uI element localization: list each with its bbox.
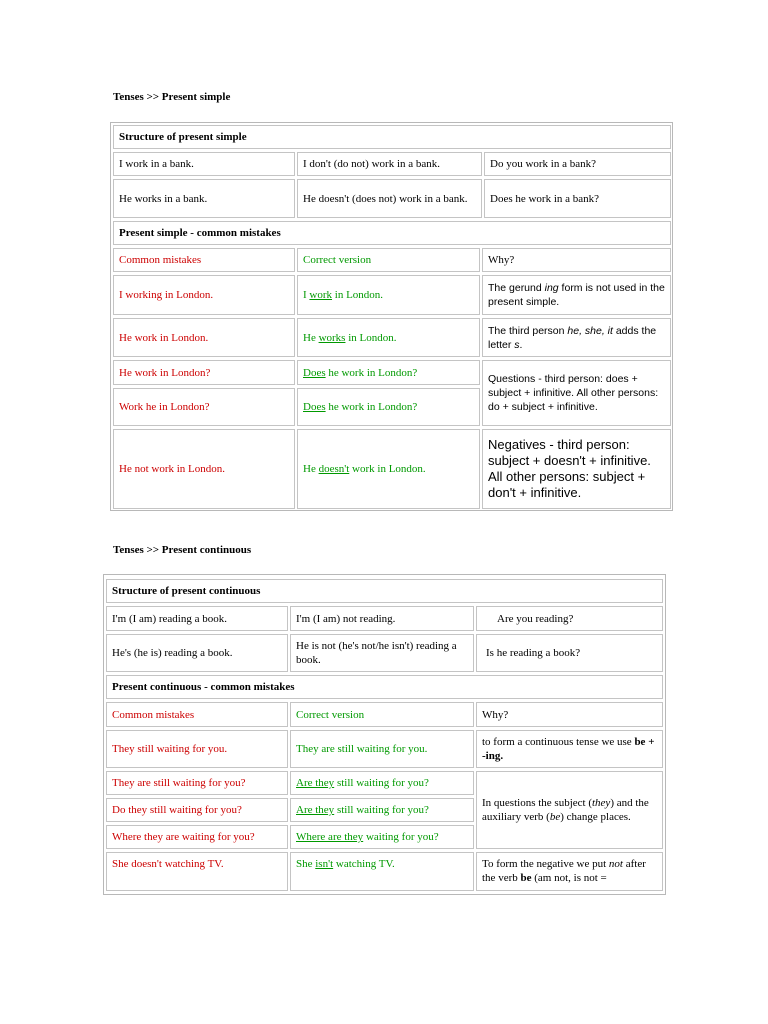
correct-cell: I work in London. bbox=[297, 275, 480, 315]
why-cell-negative: To form the negative we put not after the verb be (am not, is not = bbox=[476, 852, 663, 891]
section-heading-present-continuous: Tenses >> Present continuous bbox=[113, 544, 252, 556]
mistakes-title: Present simple - common mistakes bbox=[113, 221, 671, 245]
structure-cell: He doesn't (does not) work in a bank. bbox=[297, 179, 482, 218]
column-header-mistakes: Common mistakes bbox=[106, 702, 288, 727]
structure-cell: Are you reading? bbox=[476, 606, 663, 631]
mistake-cell: They still waiting for you. bbox=[106, 730, 288, 768]
correct-cell: Are they still waiting for you? bbox=[290, 798, 474, 822]
why-cell-questions: Questions - third person: does + subject + infinitive. All other persons: do + subject + infinitive. bbox=[482, 360, 671, 426]
column-header-why: Why? bbox=[476, 702, 663, 727]
section-heading-present-simple: Tenses >> Present simple bbox=[113, 91, 231, 103]
mistake-cell: Where they are waiting for you? bbox=[106, 825, 288, 849]
column-header-correct: Correct version bbox=[297, 248, 480, 272]
structure-cell: He's (he is) reading a book. bbox=[106, 634, 288, 672]
mistake-cell: He work in London? bbox=[113, 360, 295, 385]
mistake-cell: He work in London. bbox=[113, 318, 295, 357]
correct-cell: She isn't watching TV. bbox=[290, 852, 474, 891]
structure-cell: I work in a bank. bbox=[113, 152, 295, 176]
structure-cell: Do you work in a bank? bbox=[484, 152, 671, 176]
mistake-cell: He not work in London. bbox=[113, 429, 295, 509]
column-header-mistakes: Common mistakes bbox=[113, 248, 295, 272]
correct-cell: He doesn't work in London. bbox=[297, 429, 480, 509]
column-header-why: Why? bbox=[482, 248, 671, 272]
structure-title: Structure of present continuous bbox=[106, 579, 663, 603]
correct-cell: He works in London. bbox=[297, 318, 480, 357]
correct-cell: Where are they waiting for you? bbox=[290, 825, 474, 849]
why-cell-negatives: Negatives - third person: subject + doesn't + infinitive. All other persons: subject + don't + infinitive. bbox=[482, 429, 671, 509]
structure-cell: I don't (do not) work in a bank. bbox=[297, 152, 482, 176]
structure-cell: I'm (I am) reading a book. bbox=[106, 606, 288, 631]
correct-cell: Are they still waiting for you? bbox=[290, 771, 474, 795]
mistake-cell: I working in London. bbox=[113, 275, 295, 315]
structure-cell: I'm (I am) not reading. bbox=[290, 606, 474, 631]
mistake-cell: Work he in London? bbox=[113, 388, 295, 426]
mistake-cell: They are still waiting for you? bbox=[106, 771, 288, 795]
structure-title: Structure of present simple bbox=[113, 125, 671, 149]
why-cell: to form a continuous tense we use be + -ing. bbox=[476, 730, 663, 768]
mistakes-title: Present continuous - common mistakes bbox=[106, 675, 663, 699]
why-cell: The gerund ing form is not used in the present simple. bbox=[482, 275, 671, 315]
mistake-cell: Do they still waiting for you? bbox=[106, 798, 288, 822]
correct-cell: Does he work in London? bbox=[297, 388, 480, 426]
structure-cell: He works in a bank. bbox=[113, 179, 295, 218]
why-cell-questions: In questions the subject (they) and the auxiliary verb (be) change places. bbox=[476, 771, 663, 849]
correct-cell: They are still waiting for you. bbox=[290, 730, 474, 768]
structure-cell: Does he work in a bank? bbox=[484, 179, 671, 218]
column-header-correct: Correct version bbox=[290, 702, 474, 727]
structure-cell: He is not (he's not/he isn't) reading a book. bbox=[290, 634, 474, 672]
structure-cell: Is he reading a book? bbox=[476, 634, 663, 672]
correct-cell: Does he work in London? bbox=[297, 360, 480, 385]
mistake-cell: She doesn't watching TV. bbox=[106, 852, 288, 891]
why-cell: The third person he, she, it adds the letter s. bbox=[482, 318, 671, 357]
